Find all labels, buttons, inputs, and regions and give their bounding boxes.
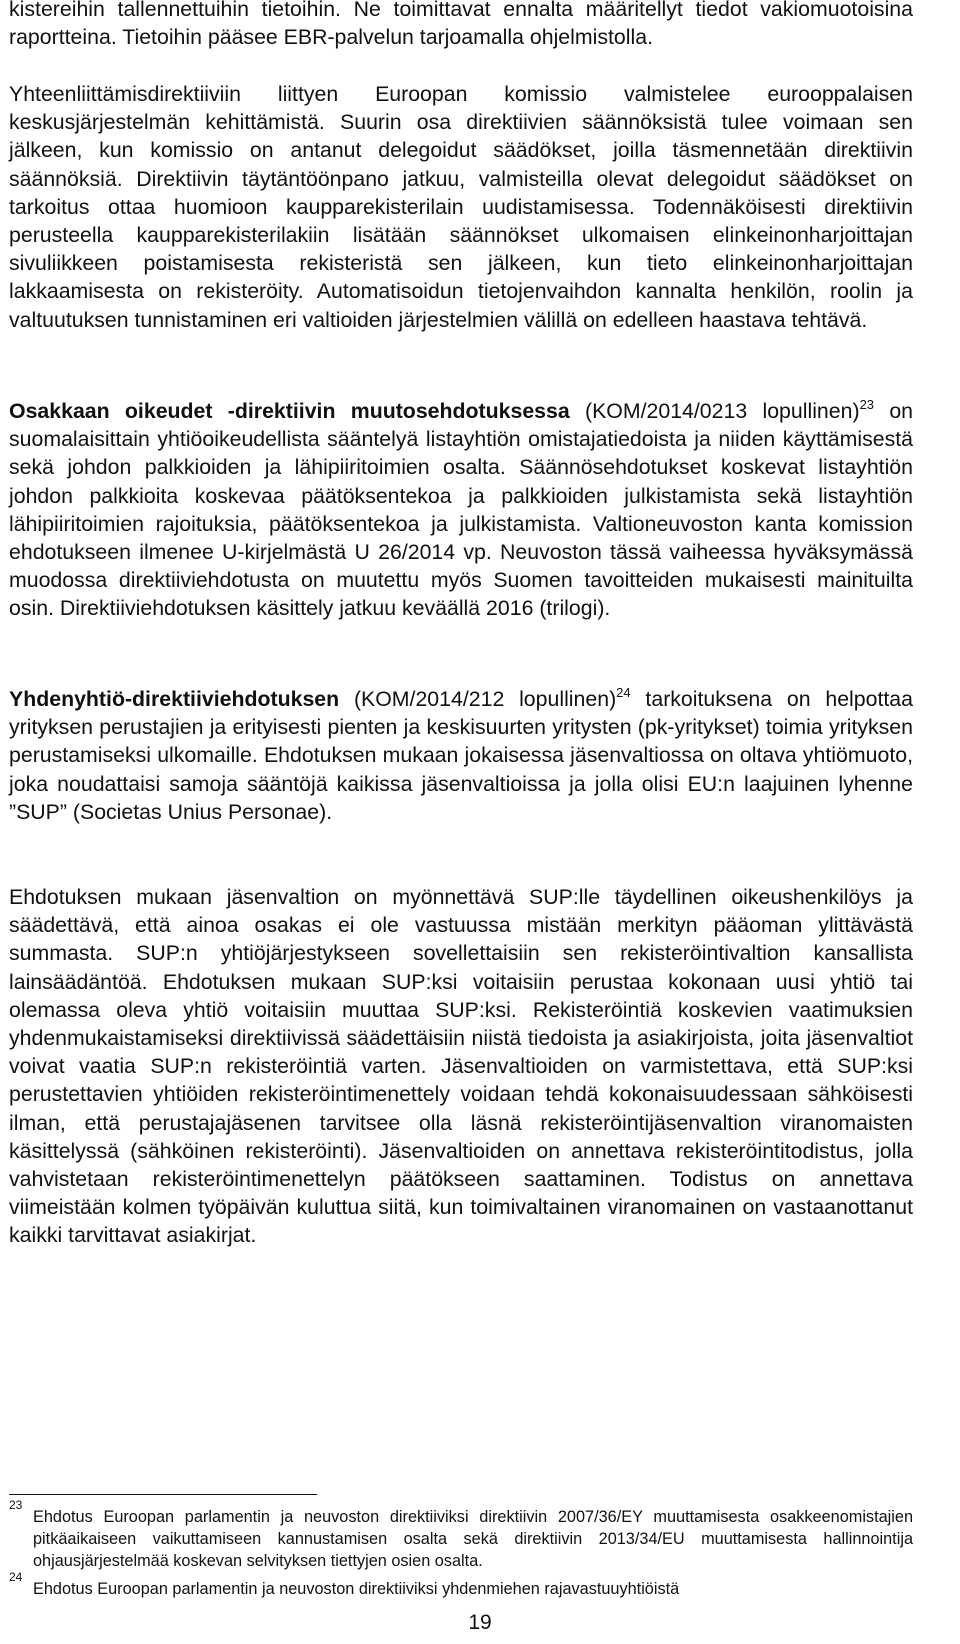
footnote-ref-23[interactable]: 23: [859, 397, 875, 412]
footnote-number: 24: [9, 1570, 23, 1584]
single-member-company-reference: (KOM/2014/212 lopullinen): [339, 687, 617, 711]
paragraph-ebr-data: kistereihin tallennettuihin tietoihin. Ne toimittavat ennalta määritellyt tiedot vakiomuotoisina raportteina. Tietoihin pääsee EBR-palvelun tarjoamalla ohjelmistolla.: [9, 0, 913, 50]
single-member-company-heading: Yhdenyhtiö-direktiiviehdotuksen: [9, 687, 340, 711]
shareholder-rights-heading: Osakkaan oikeudet -direktiivin muutosehdotuksessa: [9, 399, 570, 423]
paragraph-single-member-company: [9, 685, 913, 826]
page-number: 19: [468, 1611, 492, 1634]
footnote-text: Ehdotus Euroopan parlamentin ja neuvoston direktiiviksi yhdenmiehen rajavastuuyhtiöistä: [33, 1580, 680, 1598]
footnote-text: Ehdotus Euroopan parlamentin ja neuvoston direktiiviksi direktiivin 2007/36/EY muuttamisesta osakkeenomistajien pitkäaikaiseen vaikuttamiseen kannustamisen osalta sekä direktiivin 2013/34/EU muuttamisesta hallinnointija ohjausjärjestelmää koskevan selvityksen tiettyjen osien osalta.: [33, 1508, 913, 1570]
footnote-24: [9, 1570, 913, 1600]
footnote-23: [9, 1498, 913, 1572]
footnote-divider: [9, 1494, 317, 1495]
shareholder-rights-body: on suomalaisittain yhtiöoikeudellista sääntelyä listayhtiön omistajatiedoista ja niiden käyttämisestä sekä johdon palkkioiden ja lähipiiritoimien osalta. Säännösehdotukset koskevat listayhtiön johdon palkkioita koskevaa päätöksentekoa ja palkkioiden julkistamista sekä listayhtiön lähipiiritoimien rajoituksia, päätöksentekoa ja julkistamista. Valtioneuvoston kanta komission ehdotukseen ilmenee U-kirjelmästä U 26/2014 vp. Neuvoston tässä vaiheessa hyväksymässä muodossa direktiiviehdotusta on muutettu myös Suomen tavoitteiden mukaisesti mainituilta osin. Direktiiviehdotuksen käsittely jatkuu keväällä 2016 (trilogi).: [9, 399, 914, 621]
footnote-ref-24[interactable]: 24: [616, 685, 631, 700]
paragraph-shareholder-rights: [9, 397, 913, 623]
shareholder-rights-reference: (KOM/2014/0213 lopullinen): [569, 399, 860, 423]
paragraph-sup-registration: Ehdotuksen mukaan jäsenvaltion on myönnettävä SUP:lle täydellinen oikeushenkilöys ja säädettävä, että ainoa osakas ei ole vastuussa mistään merkityn pääoman ylittävästä summasta. SUP:n yhtiöjärjestykseen sovellettaisiin sen rekisteröintivaltion kansallista lainsäädäntöä. Ehdotuksen mukaan SUP:ksi voitaisiin perustaa kokonaan uusi yhtiö tai olemassa oleva yhtiö voitaisiin muuttaa SUP:ksi. Rekisteröintiä koskevien vaatimuksien yhdenmukaistamiseksi direktiivissä säädettäisiin niistä tiedoista ja asiakirjoista, joita jäsenvaltiot voivat vaatia SUP:n rekisteröintiä varten. Jäsenvaltioiden on varmistettava, että SUP:ksi perustettavien yhtiöiden rekisteröintimenettely voidaan tehdä kokonaisuudessaan sähköisesti ilman, että perustajajäsenen tarvitsee olla läsnä rekisteröintijäsenvaltion viranomaisten käsittelyssä (sähköinen rekisteröinti). Jäsenvaltioiden on annettava rekisteröintitodistus, jolla vahvistetaan rekisteröintimenettelyn päätökseen saattaminen. Todistus on annettava viimeistään kolmen työpäivän kuluttua siitä, kun toimivaltainen viranomainen on vastaanottanut kaikki tarvittavat asiakirjat.: [9, 885, 913, 1248]
footnote-number: 23: [9, 1498, 23, 1512]
paragraph-interconnection-directive: Yhteenliittämisdirektiiviin liittyen Euroopan komissio valmistelee eurooppalaisen keskusjärjestelmän kehittämistä. Suurin osa direktiivien säännöksistä tulee voimaan sen jälkeen, kun komissio on antanut delegoidut säädökset, joilla täsmennetään direktiivin säännöksiä. Direktiivin täytäntöönpano jatkuu, valmisteilla olevat delegoidut säädökset on tarkoitus ottaa huomioon kaupparekisterilain uudistamisessa. Todennäköisesti direktiivin perusteella kaupparekisterilakiin lisätään säännökset ulkomaisen elinkeinonharjoittajan sivuliikkeen poistamisesta rekisteristä sen jälkeen, kun tieto elinkeinonharjoittajan lakkaamisesta on rekisteröity. Automatisoidun tietojenvaihdon kannalta henkilön, roolin ja valtuutuksen tunnistaminen eri valtioiden järjestelmien välillä on edelleen haastava tehtävä.: [9, 82, 913, 332]
single-member-company-body: tarkoituksena on helpottaa yrityksen perustajien ja erityisesti pienten ja keskisuurten yritysten (pk-yritykset) toimia yrityksen perustamiseksi ulkomaille. Ehdotuksen mukaan jokaisessa jäsenvaltiossa on oltava yhtiömuoto, joka noudattaisi samoja sääntöjä kaikissa jäsenvaltioissa ja jolla olisi EU:n laajuinen lyhenne ”SUP” (Societas Unius Personae).: [9, 687, 913, 824]
